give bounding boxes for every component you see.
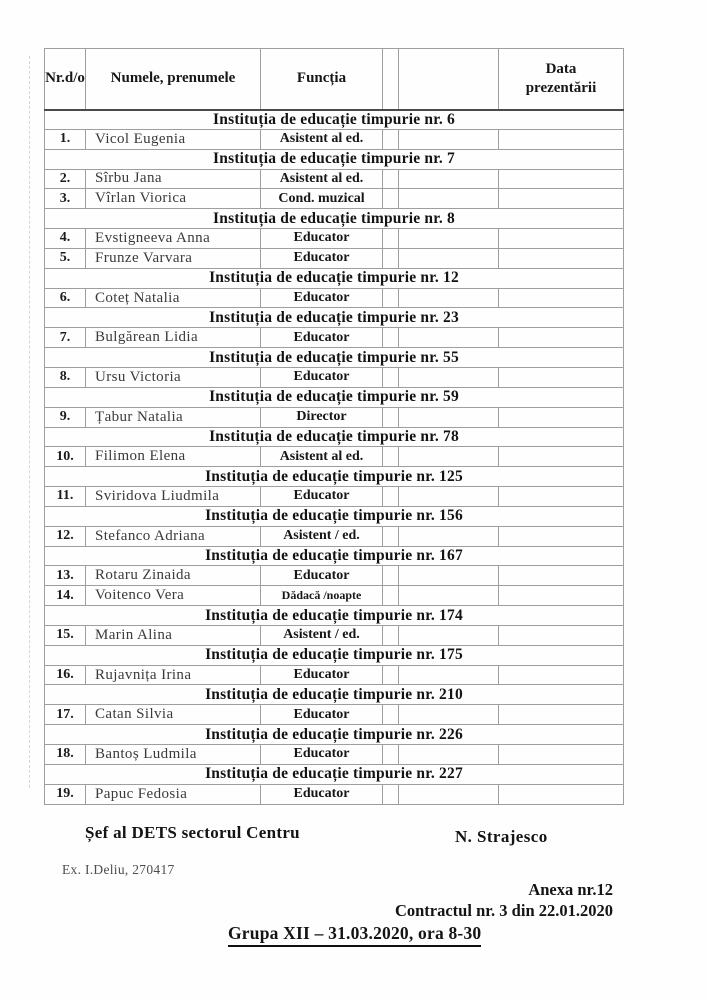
date-cell: [499, 705, 624, 725]
name-cell: Rotaru Zinaida: [86, 566, 261, 586]
row-number-cell: 4.: [45, 229, 86, 249]
date-cell: [499, 447, 624, 467]
table-row: [45, 625, 624, 645]
name-cell: Papuc Fedosia: [86, 784, 261, 804]
table-row: [45, 745, 624, 765]
function-cell: Asistent / ed.: [261, 526, 383, 546]
institution-header: Instituția de educație timpurie nr. 125: [45, 467, 624, 487]
date-cell: [499, 248, 624, 268]
date-cell: [499, 328, 624, 348]
function-cell: Director: [261, 407, 383, 427]
name-cell: Vicol Eugenia: [86, 129, 261, 149]
section-row: [45, 427, 624, 447]
empty-cell: [383, 665, 399, 685]
row-number-cell: 19.: [45, 784, 86, 804]
name-cell: Rujavnița Irina: [86, 665, 261, 685]
name-cell: Sviridova Liudmila: [86, 487, 261, 507]
name-cell: Ursu Victoria: [86, 367, 261, 387]
section-row: [45, 725, 624, 745]
column-header-empty-2: [399, 49, 499, 110]
section-row: [45, 645, 624, 665]
table-row: [45, 526, 624, 546]
empty-cell: [399, 189, 499, 209]
name-cell: Vîrlan Viorica: [86, 189, 261, 209]
table-row: [45, 189, 624, 209]
empty-cell: [383, 487, 399, 507]
institution-header: Instituția de educație timpurie nr. 7: [45, 149, 624, 169]
row-number-cell: 6.: [45, 288, 86, 308]
table-row: [45, 566, 624, 586]
section-row: [45, 546, 624, 566]
column-header-function: Funcția: [261, 49, 383, 110]
group-schedule-label: Grupa XII – 31.03.2020, ora 8-30: [228, 923, 481, 947]
date-cell: [499, 129, 624, 149]
empty-cell: [399, 665, 499, 685]
section-row: [45, 685, 624, 705]
table-row: [45, 705, 624, 725]
date-cell: [499, 288, 624, 308]
function-cell: Educator: [261, 328, 383, 348]
date-cell: [499, 566, 624, 586]
function-cell: Educator: [261, 248, 383, 268]
section-row: [45, 209, 624, 229]
empty-cell: [383, 625, 399, 645]
date-cell: [499, 189, 624, 209]
table-row: [45, 665, 624, 685]
row-number-cell: 1.: [45, 129, 86, 149]
signature-title: Șef al DETS sectorul Centru: [85, 823, 300, 842]
date-cell: [499, 367, 624, 387]
table-row: [45, 229, 624, 249]
name-cell: Țabur Natalia: [86, 407, 261, 427]
function-cell: Asistent al ed.: [261, 169, 383, 189]
empty-cell: [383, 129, 399, 149]
row-number-cell: 17.: [45, 705, 86, 725]
empty-cell: [399, 248, 499, 268]
section-row: [45, 110, 624, 130]
section-row: [45, 387, 624, 407]
table-row: [45, 129, 624, 149]
function-cell: Educator: [261, 665, 383, 685]
empty-cell: [399, 526, 499, 546]
institution-header: Instituția de educație timpurie nr. 174: [45, 606, 624, 626]
date-cell: [499, 745, 624, 765]
function-cell: Educator: [261, 367, 383, 387]
date-cell: [499, 586, 624, 606]
empty-cell: [383, 288, 399, 308]
name-cell: Coteț Natalia: [86, 288, 261, 308]
column-header-empty-1: [383, 49, 399, 110]
row-number-cell: 7.: [45, 328, 86, 348]
institution-header: Instituția de educație timpurie nr. 78: [45, 427, 624, 447]
row-number-cell: 2.: [45, 169, 86, 189]
empty-cell: [399, 328, 499, 348]
section-row: [45, 467, 624, 487]
table-row: [45, 288, 624, 308]
empty-cell: [399, 566, 499, 586]
empty-cell: [399, 367, 499, 387]
table-row: [45, 248, 624, 268]
function-cell: Asistent al ed.: [261, 447, 383, 467]
date-cell: [499, 625, 624, 645]
row-number-cell: 3.: [45, 189, 86, 209]
date-cell: [499, 487, 624, 507]
empty-cell: [383, 586, 399, 606]
row-number-cell: 13.: [45, 566, 86, 586]
section-row: [45, 149, 624, 169]
column-header-nr: Nr.d/o: [45, 49, 86, 110]
institution-header: Instituția de educație timpurie nr. 156: [45, 506, 624, 526]
table-row: [45, 328, 624, 348]
section-row: [45, 348, 624, 368]
date-cell: [499, 526, 624, 546]
function-cell: Asistent / ed.: [261, 625, 383, 645]
institution-header: Instituția de educație timpurie nr. 167: [45, 546, 624, 566]
scan-artifact-line: [29, 56, 30, 788]
empty-cell: [399, 625, 499, 645]
name-cell: Marin Alina: [86, 625, 261, 645]
empty-cell: [399, 447, 499, 467]
attendance-table: [44, 48, 624, 805]
empty-cell: [383, 526, 399, 546]
empty-cell: [383, 189, 399, 209]
function-cell: Educator: [261, 745, 383, 765]
function-cell: Asistent al ed.: [261, 129, 383, 149]
row-number-cell: 5.: [45, 248, 86, 268]
function-cell: Educator: [261, 288, 383, 308]
row-number-cell: 12.: [45, 526, 86, 546]
empty-cell: [399, 229, 499, 249]
table-header-row: [45, 49, 624, 110]
empty-cell: [383, 328, 399, 348]
table-row: [45, 487, 624, 507]
column-header-name: Numele, prenumele: [86, 49, 261, 110]
section-row: [45, 606, 624, 626]
date-cell: [499, 784, 624, 804]
row-number-cell: 14.: [45, 586, 86, 606]
function-cell: Educator: [261, 566, 383, 586]
empty-cell: [399, 745, 499, 765]
row-number-cell: 10.: [45, 447, 86, 467]
empty-cell: [383, 784, 399, 804]
empty-cell: [399, 169, 499, 189]
empty-cell: [383, 447, 399, 467]
name-cell: Sîrbu Jana: [86, 169, 261, 189]
section-row: [45, 308, 624, 328]
institution-header: Instituția de educație timpurie nr. 23: [45, 308, 624, 328]
name-cell: Filimon Elena: [86, 447, 261, 467]
section-row: [45, 268, 624, 288]
name-cell: Bantoș Ludmila: [86, 745, 261, 765]
table-row: [45, 367, 624, 387]
date-cell: [499, 407, 624, 427]
institution-header: Instituția de educație timpurie nr. 12: [45, 268, 624, 288]
contract-label: Contractul nr. 3 din 22.01.2020: [394, 901, 613, 920]
row-number-cell: 15.: [45, 625, 86, 645]
empty-cell: [399, 487, 499, 507]
empty-cell: [383, 705, 399, 725]
name-cell: Stefanco Adriana: [86, 526, 261, 546]
empty-cell: [383, 169, 399, 189]
function-cell: Educator: [261, 487, 383, 507]
name-cell: Frunze Varvara: [86, 248, 261, 268]
empty-cell: [399, 288, 499, 308]
empty-cell: [399, 784, 499, 804]
column-header-date: Data prezentării: [499, 49, 624, 110]
institution-header: Instituția de educație timpurie nr. 55: [45, 348, 624, 368]
table-row: [45, 447, 624, 467]
function-cell: Educator: [261, 784, 383, 804]
institution-header: Instituția de educație timpurie nr. 6: [45, 110, 624, 130]
empty-cell: [383, 229, 399, 249]
empty-cell: [383, 248, 399, 268]
row-number-cell: 9.: [45, 407, 86, 427]
empty-cell: [399, 705, 499, 725]
date-cell: [499, 229, 624, 249]
date-cell: [499, 169, 624, 189]
institution-header: Instituția de educație timpurie nr. 210: [45, 685, 624, 705]
table-row: [45, 784, 624, 804]
function-cell: Dădacă /noapte: [261, 586, 383, 606]
name-cell: Bulgărean Lidia: [86, 328, 261, 348]
empty-cell: [399, 407, 499, 427]
signature-name: N. Strajesco: [455, 827, 548, 846]
table-row: [45, 586, 624, 606]
institution-header: Instituția de educație timpurie nr. 59: [45, 387, 624, 407]
name-cell: Catan Silvia: [86, 705, 261, 725]
function-cell: Educator: [261, 229, 383, 249]
institution-header: Instituția de educație timpurie nr. 175: [45, 645, 624, 665]
name-cell: Voitenco Vera: [86, 586, 261, 606]
name-cell: Evstigneeva Anna: [86, 229, 261, 249]
function-cell: Cond. muzical: [261, 189, 383, 209]
empty-cell: [383, 367, 399, 387]
empty-cell: [383, 745, 399, 765]
empty-cell: [383, 407, 399, 427]
empty-cell: [399, 586, 499, 606]
date-cell: [499, 665, 624, 685]
row-number-cell: 16.: [45, 665, 86, 685]
institution-header: Instituția de educație timpurie nr. 226: [45, 725, 624, 745]
empty-cell: [383, 566, 399, 586]
row-number-cell: 11.: [45, 487, 86, 507]
empty-cell: [399, 129, 499, 149]
executor-note: Ex. I.Deliu, 270417: [62, 862, 175, 877]
institution-header: Instituția de educație timpurie nr. 227: [45, 764, 624, 784]
table-row: [45, 169, 624, 189]
row-number-cell: 18.: [45, 745, 86, 765]
row-number-cell: 8.: [45, 367, 86, 387]
table-row: [45, 407, 624, 427]
annex-label: Anexa nr.12: [528, 880, 613, 899]
institution-header: Instituția de educație timpurie nr. 8: [45, 209, 624, 229]
section-row: [45, 764, 624, 784]
function-cell: Educator: [261, 705, 383, 725]
section-row: [45, 506, 624, 526]
